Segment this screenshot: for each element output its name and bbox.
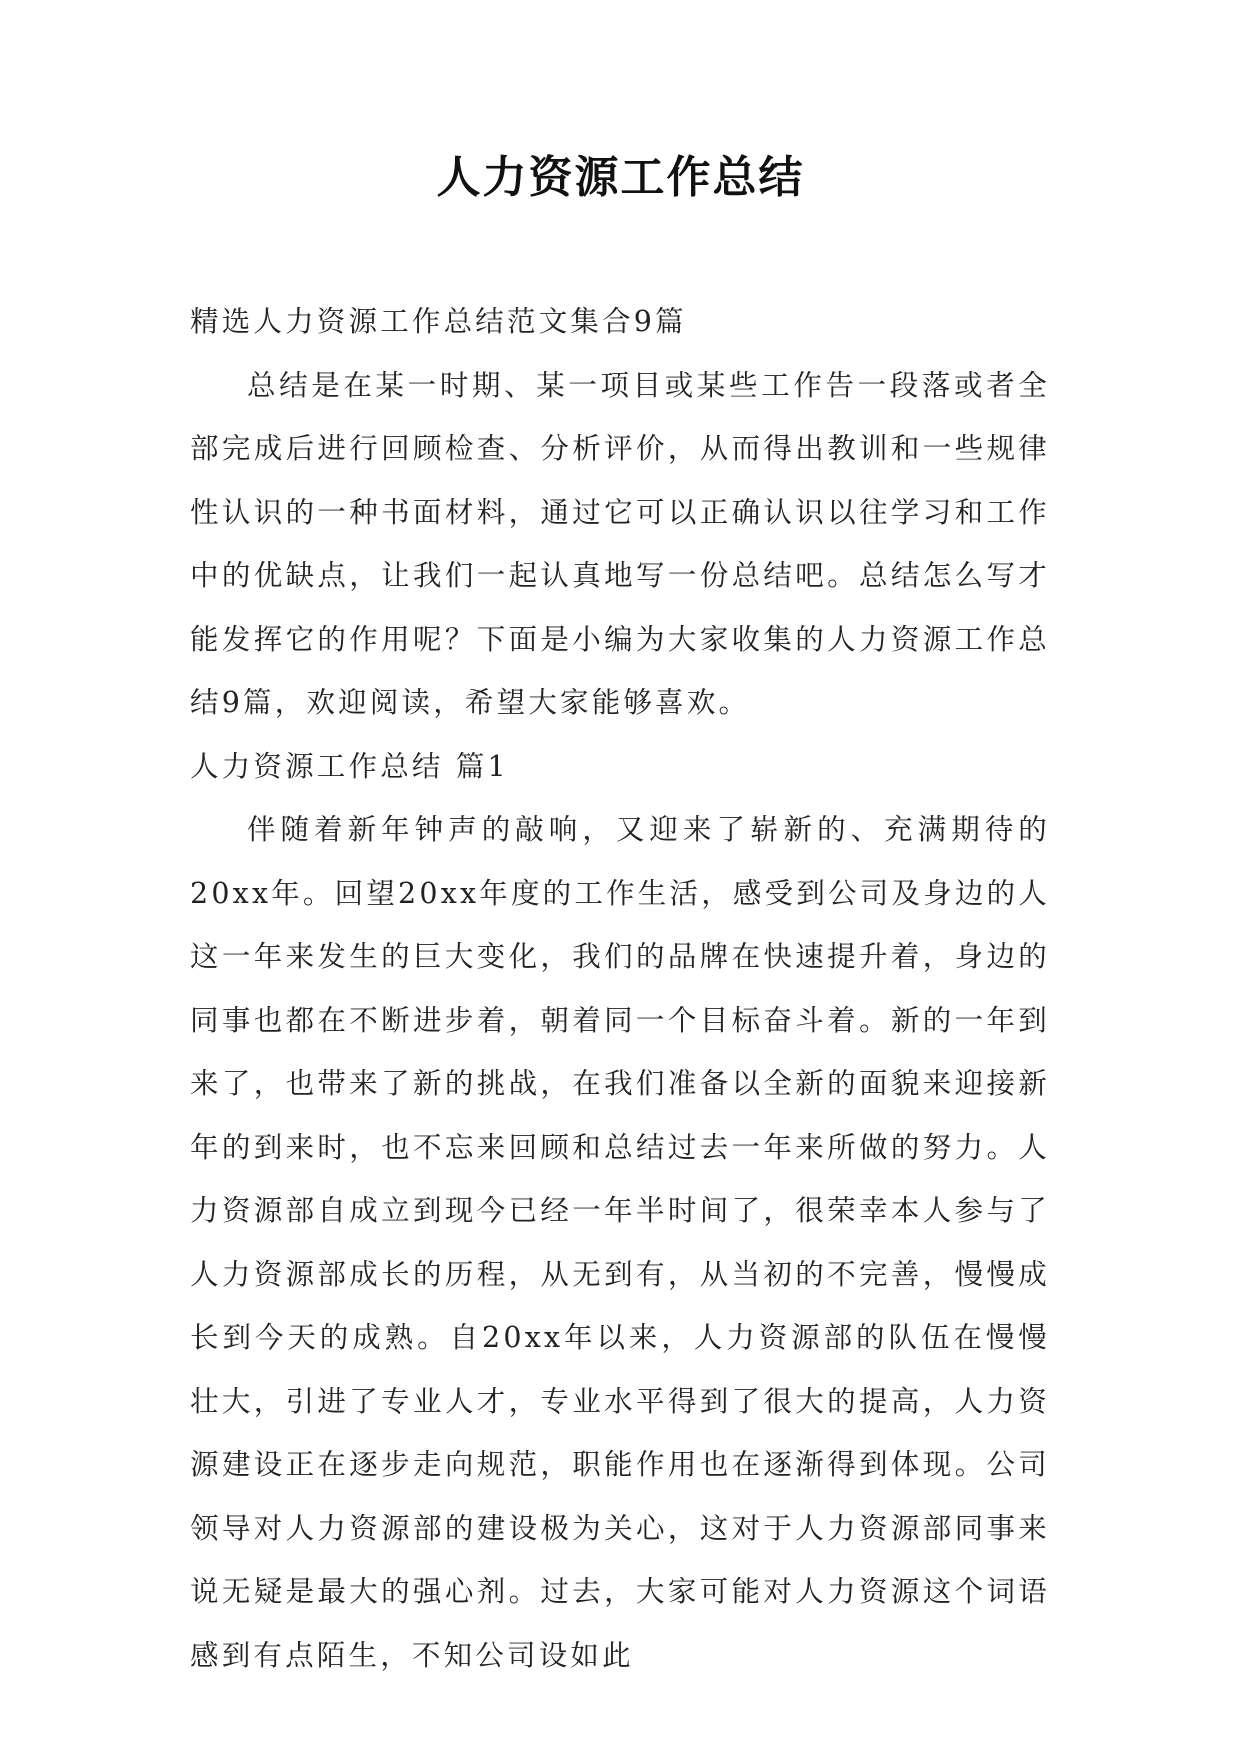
- section-paragraph: 伴随着新年钟声的敲响，又迎来了崭新的、充满期待的20xx年。回望20xx年度的工作生活，感受到公司及身边的人这一年来发生的巨大变化，我们的品牌在快速提升着，身边的同事也都在不断进步着，朝着同一个目标奋斗着。新的一年到来了，也带来了新的挑战，在我们准备以全新的面貌来迎接新年的到来时，也不忘来回顾和总结过去一年来所做的努力。人力资源部自成立到现今已经一年半时间了，很荣幸本人参与了人力资源部成长的历程，从无到有，从当初的不完善，慢慢成长到今天的成熟。自20xx年以来，人力资源部的队伍在慢慢壮大，引进了专业人才，专业水平得到了很大的提高，人力资源建设正在逐步走向规范，职能作用也在逐渐得到体现。公司领导对人力资源部的建设极为关心，这对于人力资源部同事来说无疑是最大的强心剂。过去，大家可能对人力资源这个词语感到有点陌生，不知公司设如此: [190, 813, 1050, 1672]
- document-body: [190, 290, 1050, 1687]
- document-subtitle: 精选人力资源工作总结范文集合9篇: [190, 305, 687, 338]
- section-heading: 人力资源工作总结 篇1: [190, 749, 509, 783]
- intro-paragraph: 总结是在某一时期、某一项目或某些工作告一段落或者全部完成后进行回顾检查、分析评价，从而得出教训和一些规律性认识的一种书面材料，通过它可以正确认识以往学习和工作中的优缺点，让我们一起认真地写一份总结吧。总结怎么写才能发挥它的作用呢？下面是小编为大家收集的人力资源工作总结9篇，欢迎阅读，希望大家能够喜欢。: [190, 368, 1050, 719]
- document-title: 人力资源工作总结: [436, 152, 805, 203]
